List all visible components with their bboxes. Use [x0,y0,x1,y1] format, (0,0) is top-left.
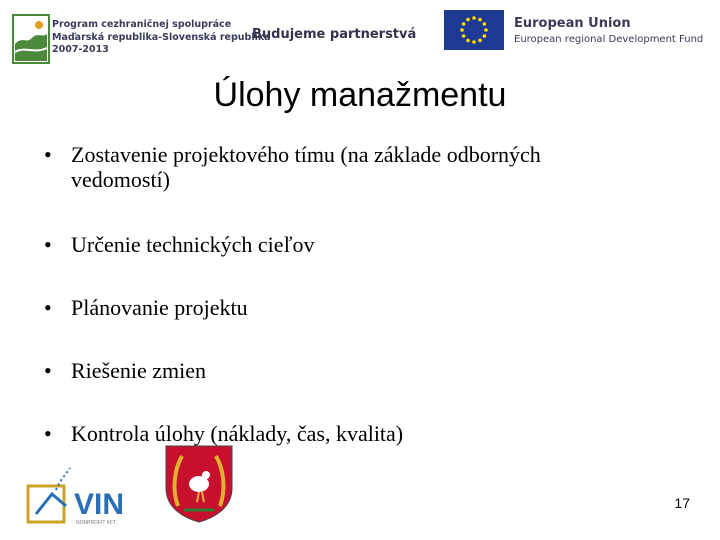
eu-subtitle: European regional Development Fund [514,34,704,45]
program-line: Maďarská republika-Slovenská republika [52,31,271,43]
bullet-item: • Určenie technických cieľov [44,232,644,257]
vin-logo-icon [26,466,144,528]
eu-flag-icon [444,10,504,50]
bullet-item: • Kontrola úlohy (náklady, čas, kvalita) [44,421,644,446]
bullet-item: • Zostavenie projektového tímu (na základe odborných vedomostí) [44,142,644,192]
program-line: 2007-2013 [52,44,109,55]
slide-header [0,0,720,72]
program-line: Program cezhraničnej spolupráce [52,19,232,30]
vin-logo-text: VIN [74,488,125,521]
vin-logo-subtext: NONPROFIT KFT. [76,520,118,526]
eu-title: European Union [514,16,631,31]
bullet-item: • Plánovanie projektu [44,295,644,320]
bullet-list [44,142,644,446]
slide-title: Úlohy manažmentu [213,76,507,114]
bullet-item: • Riešenie zmien [44,358,644,383]
page-number: 17 [674,495,690,511]
program-name [52,19,271,57]
program-logo-icon [12,14,50,64]
coat-of-arms-icon [164,444,234,524]
slogan: Budujeme partnerstvá [252,27,417,42]
